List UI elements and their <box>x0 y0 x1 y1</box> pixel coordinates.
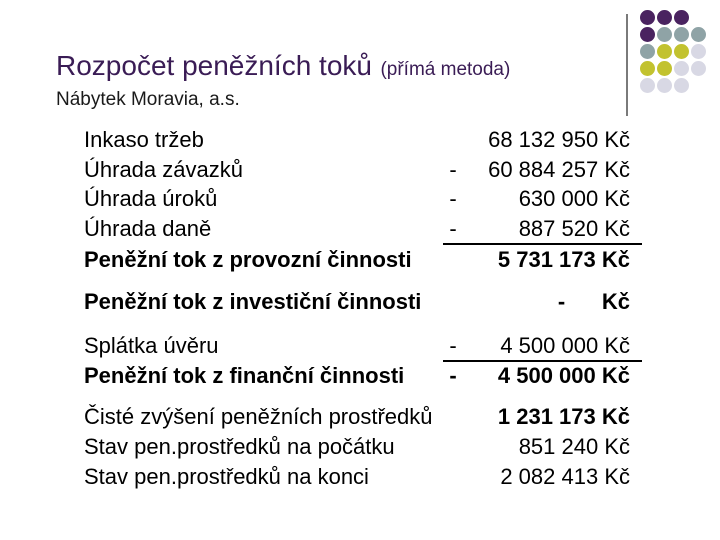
decor-dot <box>657 44 672 59</box>
decor-dot <box>691 27 706 42</box>
row-value: 1 231 173 Kč <box>497 404 630 429</box>
row-value: 2 082 413 Kč <box>500 464 630 489</box>
row-value: 851 240 Kč <box>518 434 630 459</box>
decor-dot <box>657 61 672 76</box>
row-value: 887 520 Kč <box>518 216 630 241</box>
row-label: Peněžní tok z investiční činnosti <box>84 289 422 314</box>
row-label: Stav pen.prostředků na konci <box>84 464 369 489</box>
row-investicni-cinnost <box>84 289 644 319</box>
row-ciste-zvyseni <box>84 404 644 434</box>
decor-dot <box>640 27 655 42</box>
row-value: 4 500 000 Kč <box>497 363 630 388</box>
decor-dot <box>640 10 655 25</box>
row-label: Splátka úvěru <box>84 333 219 358</box>
decor-dot <box>640 78 655 93</box>
row-stav-konec <box>84 464 644 494</box>
row-sign: - <box>449 186 457 211</box>
decor-dot <box>640 61 655 76</box>
row-sign: - <box>449 157 457 182</box>
row-value: 60 884 257 Kč <box>488 157 630 182</box>
decor-dot <box>657 10 672 25</box>
subtotal-rule <box>443 243 642 245</box>
row-label: Úhrada závazků <box>84 157 243 182</box>
row-label: Stav pen.prostředků na počátku <box>84 434 395 459</box>
row-label: Peněžní tok z provozní činnosti <box>84 247 412 272</box>
title-main: Rozpočet peněžních toků <box>56 50 372 81</box>
row-splatka-uveru <box>84 333 644 363</box>
row-label: Úhrada úroků <box>84 186 218 211</box>
row-uhrada-uroku <box>84 186 644 216</box>
row-inkaso-trzeb <box>84 127 644 157</box>
decor-divider-line <box>626 14 628 116</box>
decor-dot <box>640 44 655 59</box>
decor-dot <box>691 61 706 76</box>
row-label: Peněžní tok z finanční činnosti <box>84 363 405 388</box>
row-value: 630 000 Kč <box>518 186 630 211</box>
decor-dot <box>674 10 689 25</box>
row-sign: - <box>449 216 457 241</box>
row-label: Inkaso tržeb <box>84 127 204 152</box>
row-value: 68 132 950 Kč <box>488 127 630 152</box>
row-stav-pocatek <box>84 434 644 464</box>
row-financni-cinnost <box>84 363 644 393</box>
decor-dot <box>674 61 689 76</box>
decor-dot <box>691 44 706 59</box>
decor-dot <box>674 27 689 42</box>
row-sign: - <box>449 333 457 358</box>
row-label: Úhrada daně <box>84 216 212 241</box>
decor-dot <box>674 44 689 59</box>
row-sign: - <box>449 363 457 388</box>
page-title <box>56 50 510 82</box>
company-subtitle: Nábytek Moravia, a.s. <box>56 89 240 110</box>
row-provozni-cinnost <box>84 247 644 277</box>
decor-dot <box>674 78 689 93</box>
row-uhrada-dane <box>84 216 644 246</box>
decor-dot <box>657 27 672 42</box>
row-label: Čisté zvýšení peněžních prostředků <box>84 404 433 429</box>
row-uhrada-zavazku <box>84 157 644 187</box>
row-value: 5 731 173 Kč <box>497 247 630 272</box>
decor-dot <box>657 78 672 93</box>
title-suffix: (přímá metoda) <box>380 59 511 80</box>
row-value: 4 500 000 Kč <box>500 333 630 358</box>
subtotal-rule <box>443 360 642 362</box>
row-value: - Kč <box>557 289 630 314</box>
